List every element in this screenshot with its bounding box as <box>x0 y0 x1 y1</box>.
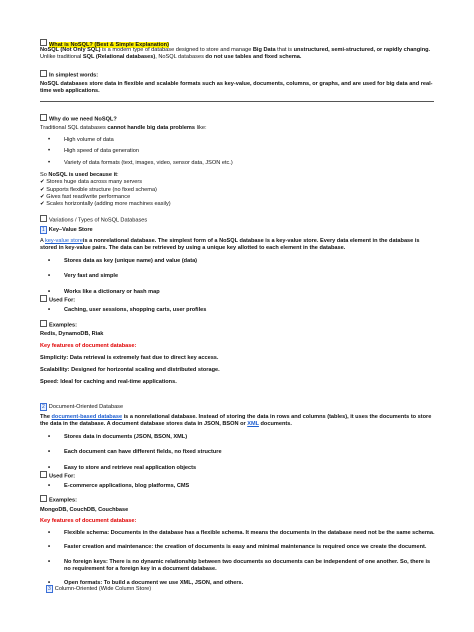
heading-what-is-nosql: What is NoSQL? (Best & Simple Explanation) <box>40 39 436 49</box>
xml-link[interactable]: XML <box>247 421 259 428</box>
kv-used-for: Used For: <box>40 295 436 305</box>
key-value-list <box>40 258 436 296</box>
list-item: • Open formats: To build a document we use XML, JSON, and others. <box>40 580 436 587</box>
check-item: ✔ Gives fast read/write performance <box>40 193 131 200</box>
emoji-icon <box>40 320 47 327</box>
heading-types: Variations / Types of NoSQL Databases <box>40 215 436 225</box>
intro-paragraph: NoSQL (Not Only SQL) is a modern type of database designed to store and manage Big Data that is unstructured, semi-structured, or rapidly changing. Unlike traditional SQL (Relational databases), NoSQL databases do not use tables and fixed schema. <box>40 47 431 61</box>
number-2-icon: 2 <box>42 404 45 410</box>
list-item: • Easy to store and retrieve real application objects <box>40 465 436 472</box>
emoji-icon <box>40 39 47 46</box>
doc-key-features-heading: Key features of document database: <box>40 518 137 524</box>
emoji-icon <box>40 471 47 478</box>
key-value-store-link[interactable]: key-value store <box>44 238 83 244</box>
list-item: • Very fast and simple <box>40 273 436 280</box>
kv-examples-heading: Examples: <box>40 320 436 330</box>
list-item: • High volume of data <box>40 137 436 144</box>
list-item: • Caching, user sessions, shopping carts, user profiles <box>40 307 436 314</box>
doc-examples: MongoDB, CouchDB, Couchbase <box>40 507 129 513</box>
kv-uses-list <box>40 307 436 314</box>
kv-feature-speed: Speed: Ideal for caching and real-time applications. <box>40 379 177 385</box>
emoji-icon <box>40 215 47 222</box>
check-item: ✔ Supports flexible structure (no fixed schema) <box>40 186 157 193</box>
doc-features-list <box>40 530 436 587</box>
kv-examples: Redis, DynamoDB, Riak <box>40 331 104 337</box>
horizontal-rule <box>40 101 434 102</box>
used-because: So NoSQL is used because it: ✔ Stores huge data across many servers ✔ Supports flexible structure (no fixed schema) ✔ Gives fast read/write performance ✔ Scales horizontally (adding more machines easily) <box>40 172 171 208</box>
emoji-icon <box>40 295 47 302</box>
heading-document-oriented: 2 Document-Oriented Database <box>42 404 124 410</box>
document-based-database-link[interactable]: document-based database <box>51 414 123 420</box>
emoji-icon <box>40 495 47 502</box>
document-paragraph: The document-based database is a nonrelational database. Instead of storing the data in rows and columns (tables), it uses the documents to store the data in the database. A document database stores data in JSON, BSON or XML documents. <box>40 414 432 428</box>
why-intro: Traditional SQL databases cannot handle big data problems like: <box>40 125 207 131</box>
list-item: • Faster creation and maintenance: the creation of documents is easy and minimal maintenance is required once we create the document. <box>40 544 436 551</box>
list-item: • No foreign keys: There is no dynamic relationship between two documents so documents can be independent of one another. So, there is no requirement for a foreign key in a document database. <box>40 559 436 574</box>
emoji-icon <box>40 114 47 121</box>
kv-key-features-heading: Key features of document database: <box>40 343 137 349</box>
heading-key-value: 1 Key–Value Store <box>42 227 93 233</box>
document-list <box>40 434 436 472</box>
problems-list <box>40 137 436 167</box>
doc-uses-list <box>40 483 436 490</box>
kv-feature-scalability: Scalability: Designed for horizontal scaling and distributed storage. <box>40 367 220 373</box>
key-value-paragraph: A key-value storeis a nonrelational database. The simplest form of a NoSQL database is a key-value store. Every data element in the database is stored in key-value pairs. The data can be retrieved by using a unique key allotted to each element in the database. <box>40 238 420 252</box>
simplest-words-heading: In simplest words: <box>40 70 436 80</box>
heading-column-oriented: 3 Column-Oriented (Wide Column Store) <box>48 586 152 592</box>
check-item: ✔ Scales horizontally (adding more machines easily) <box>40 201 171 208</box>
doc-examples-heading: Examples: <box>40 495 436 505</box>
list-item: • Stores data as key (unique name) and value (data) <box>40 258 436 265</box>
list-item: • Each document can have different fields, no fixed structure <box>40 449 436 456</box>
emoji-icon <box>40 70 47 77</box>
list-item: • Works like a dictionary or hash map <box>40 289 436 296</box>
doc-used-for: Used For: <box>40 471 436 481</box>
number-3-icon: 3 <box>48 586 51 592</box>
heading-why-nosql: Why do we need NoSQL? <box>40 114 436 124</box>
number-1-icon: 1 <box>42 227 45 233</box>
list-item: • Stores data in documents (JSON, BSON, XML) <box>40 434 436 441</box>
list-item: • High speed of data generation <box>40 148 436 155</box>
list-item: • Flexible schema: Documents in the database has a flexible schema. It means the documents in the database need not be the same schema. <box>40 530 436 537</box>
simplest-words-text: NoSQL databases store data in flexible and scalable formats such as key-value, documents, columns, or graphs, and are used for big data and real-time web applications. <box>40 81 433 95</box>
check-item: ✔ Stores huge data across many servers <box>40 179 143 186</box>
list-item: • E-commerce applications, blog platforms, CMS <box>40 483 436 490</box>
kv-feature-simplicity: Simplicity: Data retrieval is extremely fast due to direct key access. <box>40 355 219 361</box>
list-item: • Variety of data formats (text, images, video, sensor data, JSON etc.) <box>40 160 436 167</box>
